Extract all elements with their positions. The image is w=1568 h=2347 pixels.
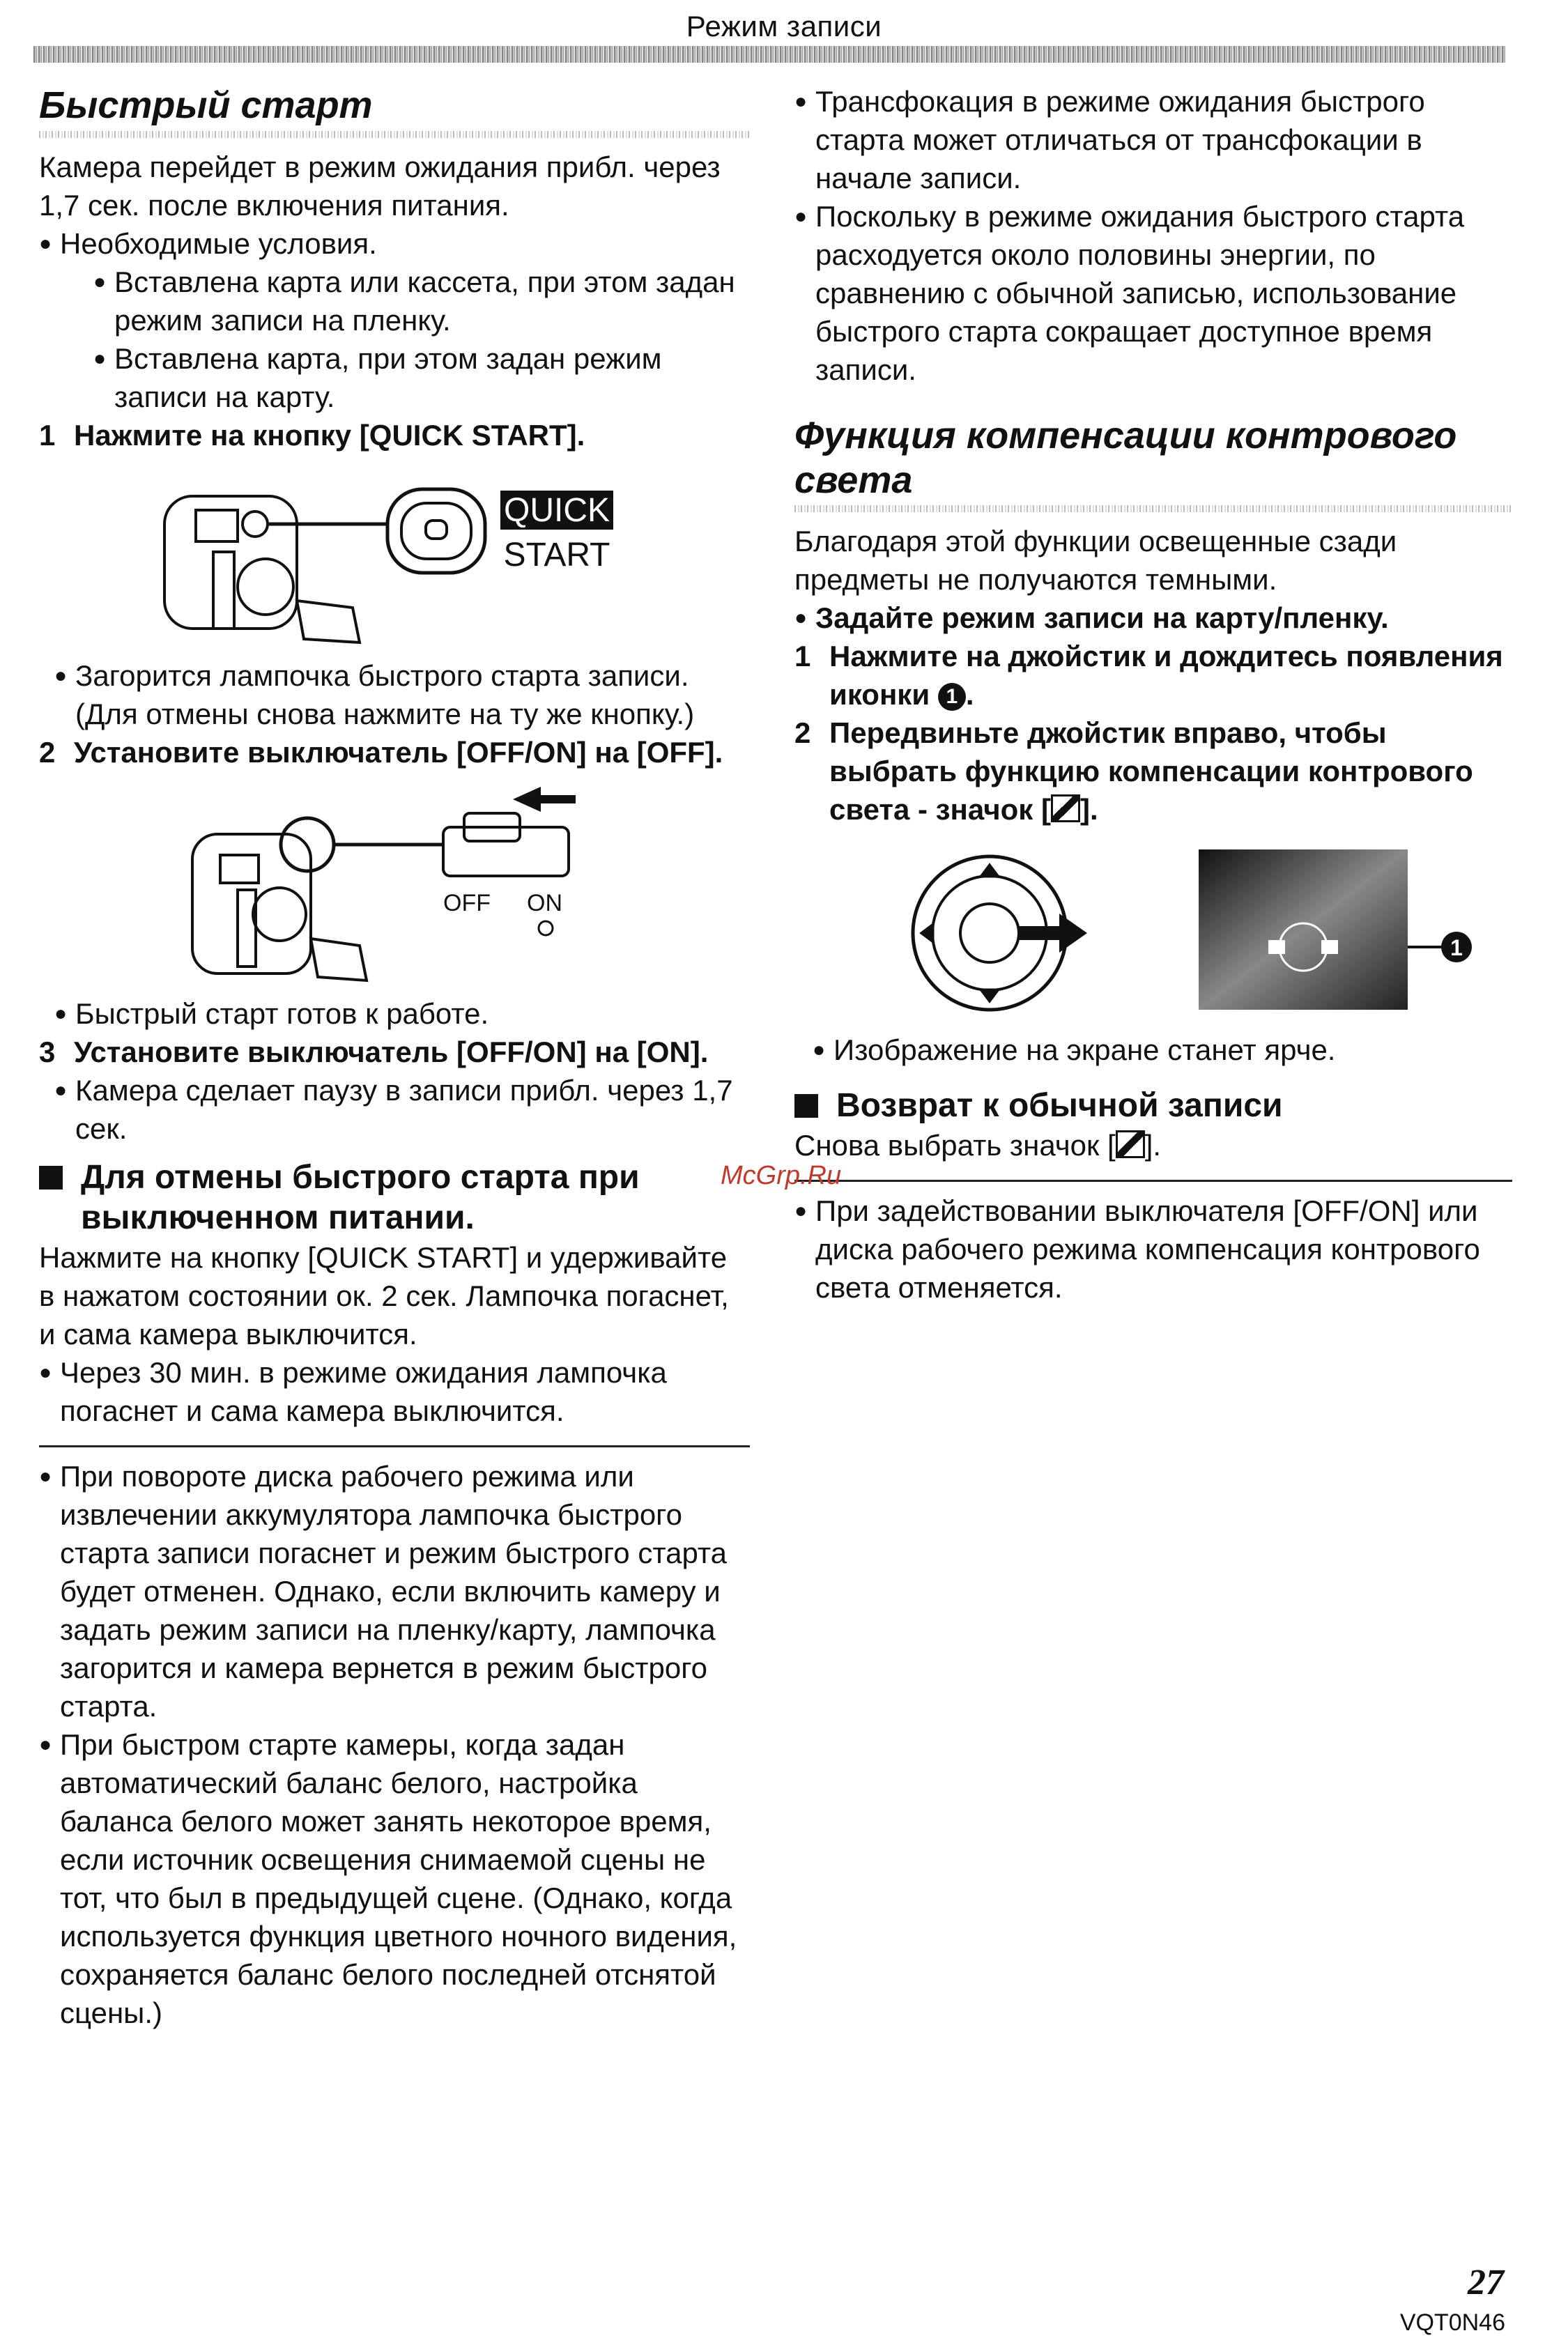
step-2	[39, 733, 750, 771]
quick-start-intro: Камера перейдет в режим ожидания прибл. через 1,7 сек. после включения питания.	[39, 150, 721, 222]
step2-note: ● Быстрый старт готов к работе.	[54, 994, 750, 1033]
return-text-end: ].	[1144, 1129, 1162, 1162]
condition-item: ● Вставлена карта, при этом задан режим записи на карту.	[93, 339, 750, 416]
return-heading	[794, 1086, 1512, 1126]
arrow-right-icon	[1017, 914, 1087, 953]
step-text: Нажмите на кнопку [QUICK START].	[74, 418, 585, 452]
step-number: 3	[39, 1035, 56, 1068]
left-column	[39, 84, 750, 2032]
square-bullet-icon	[39, 1166, 63, 1190]
section-title-backlight: Функция компенсации контрового света	[794, 415, 1457, 501]
step-2	[794, 714, 1512, 829]
callout-number: 1	[1450, 935, 1463, 961]
cancel-heading	[39, 1157, 750, 1238]
square-bullet-icon	[794, 1094, 818, 1118]
quick-start-button-figure	[39, 482, 750, 649]
callout-number-icon: 1	[938, 683, 966, 711]
return-title: Возврат к обычной записи	[836, 1087, 1283, 1125]
backlight-icon	[1116, 1130, 1145, 1158]
step-text-main: Передвиньте джойстик вправо, чтобы выбрать функцию компенсации контрового света - значок [	[829, 716, 1473, 826]
cancel-note: ● Через 30 мин. в режиме ожидания лампочка погаснет и сама камера выключится.	[39, 1353, 750, 1430]
step1-note: ● Загорится лампочка быстрого старта записи. (Для отмены снова нажмите на ту же кнопку.)	[54, 656, 750, 733]
divider	[39, 1445, 750, 1447]
backlight-icon	[1051, 794, 1080, 822]
title-rule	[39, 131, 750, 138]
step-1	[39, 416, 750, 454]
step3-note: ● Камера сделает паузу в записи прибл. через 1,7 сек.	[54, 1071, 750, 1148]
set-mode-note: ● Задайте режим записи на карту/пленку.	[794, 599, 1512, 637]
camcorder-icon	[192, 834, 367, 980]
return-text-start: Снова выбрать значок [	[794, 1129, 1116, 1162]
return-text	[794, 1126, 1512, 1164]
step-number: 1	[39, 418, 56, 452]
page-header	[0, 0, 1568, 64]
cancel-title: Для отмены быстрого старта при выключенном питании.	[81, 1158, 640, 1236]
note-item: ● При повороте диска рабочего режима или извлечении аккумулятора лампочка быстрого старта записи погаснет и режим быстрого старта будет отменен. Однако, если включить камеру и задать режим записи на пленку/карту, лампочка загорится и камера вернется в режим быстрого старта.	[39, 1457, 750, 1725]
step-text-main: Нажмите на джойстик и дождитесь появления иконки	[829, 640, 1503, 711]
start-label: START	[503, 536, 610, 574]
step-text: Установите выключатель [OFF/ON] на [OFF].	[74, 735, 723, 769]
footer-note: ● При задействовании выключателя [OFF/ON] или диска рабочего режима компенсация контрового света отменяется.	[794, 1192, 1512, 1307]
screen-preview	[1199, 849, 1408, 1010]
off-on-switch-icon	[443, 813, 569, 876]
backlight-intro: Благодаря этой функции освещенные сзади предметы не получаются темными.	[794, 525, 1397, 597]
divider	[794, 1180, 1512, 1182]
off-on-switch-figure	[39, 785, 750, 987]
step-number: 1	[794, 640, 811, 673]
step-text: Нажмите на джойстик и дождитесь появления иконки 1 .	[829, 640, 1503, 711]
quick-label: QUICK	[503, 491, 610, 529]
joystick-screen-figure	[794, 849, 1512, 1024]
conditions-label: ● Необходимые условия.	[39, 224, 750, 263]
header-bar	[33, 46, 1505, 63]
figure-note: ● Изображение на экране станет ярче.	[813, 1031, 1512, 1069]
camcorder-icon	[164, 496, 360, 642]
title-rule	[794, 505, 1512, 512]
off-label: OFF	[443, 889, 491, 916]
arrow-left-icon	[513, 787, 576, 812]
step-1	[794, 637, 1512, 714]
right-column	[794, 82, 1512, 1307]
step-3	[39, 1033, 750, 1071]
step-text	[829, 714, 1512, 829]
header-title: Режим записи	[686, 10, 882, 43]
page-code: VQT0N46	[1399, 2309, 1505, 2336]
step-number: 2	[794, 716, 811, 750]
condition-item: ● Вставлена карта или кассета, при этом задан режим записи на пленку.	[93, 263, 750, 339]
top-note: ● Трансфокация в режиме ожидания быстрого старта может отличаться от трансфокации в начале записи.	[794, 82, 1512, 197]
step-text: Установите выключатель [OFF/ON] на [ON].	[74, 1035, 709, 1068]
page-number: 27	[1468, 2263, 1504, 2302]
lamp-icon	[539, 921, 553, 935]
on-label: ON	[527, 889, 562, 916]
section-title-quick-start: Быстрый старт	[39, 84, 373, 126]
step-number: 2	[39, 735, 56, 769]
cancel-text: Нажмите на кнопку [QUICK START] и удерживайте в нажатом состоянии ок. 2 сек. Лампочка погаснет, и сама камера выключится.	[39, 1240, 729, 1351]
watermark: McGrp.Ru	[721, 1161, 842, 1190]
quick-start-button-icon	[387, 489, 485, 573]
top-note: ● Поскольку в режиме ожидания быстрого старта расходуется около половины энергии, по сравнению с обычной записью, использование быстрого старта сокращает доступное время записи.	[794, 197, 1512, 389]
note-item: ● При быстром старте камеры, когда задан автоматический баланс белого, настройка баланса белого может занять некоторое время, если источник освещения снимаемой сцены не тот, что был в предыдущей сцене. (Однако, когда используется функция цветного ночного видения, сохраняется баланс белого последней отснятой сцены.)	[39, 1725, 750, 2032]
step-text-end: ].	[1079, 793, 1098, 826]
